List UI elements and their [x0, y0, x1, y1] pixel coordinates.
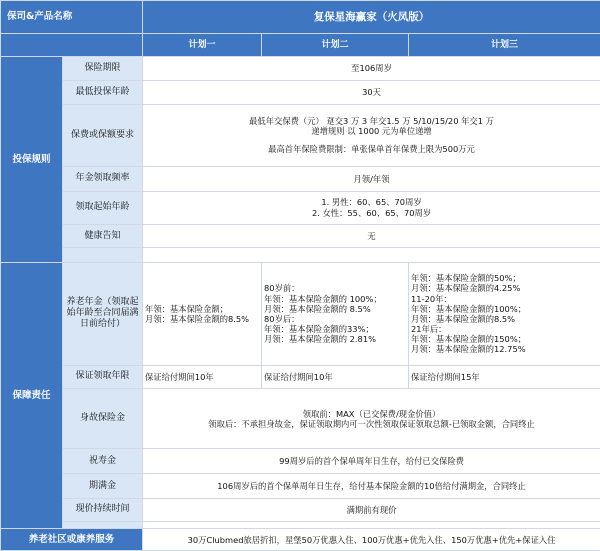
annuity-plan-1-line: 年领：基本保险金额； — [145, 303, 228, 314]
death-benefit-value — [143, 389, 600, 449]
coverage-spacer-label — [63, 521, 143, 528]
section-insurance-rules: 投保规则 — [1, 56, 63, 262]
plan-3-header: 计划三 — [409, 34, 600, 57]
annuity-plan-2-line: 年领：基本保险金额的33%； — [264, 323, 374, 334]
annuity-plan-3-line: 月领：基本保险金额的4.25% — [411, 283, 521, 294]
min-age-label: 最低投保年龄 — [63, 80, 143, 104]
guarantee-plan-3: 保证给付期间15年 — [409, 365, 600, 389]
annuity-plan-3-line: 年领：基本保险金额的50%； — [411, 273, 521, 284]
premium-line-3: 最高首年保险费限制：单张保单首年保费上限为500万元 — [268, 144, 475, 155]
annuity-plan-3-line: 年领：基本保险金额的100%； — [411, 303, 527, 314]
min-age-value: 30天 — [143, 80, 600, 104]
annuity-plan-2-line: 月领：基本保险金额的 2.81% — [264, 333, 376, 344]
death-benefit-after: 领取后：不承担身故金，保证领取期内可一次性领取保证领取总额-已领取金额，合同终止 — [208, 418, 535, 429]
annuity-plan-2-line: 80岁后： — [264, 313, 300, 324]
plan-1-header: 计划一 — [143, 34, 262, 57]
frequency-value: 月领/年领 — [143, 166, 600, 191]
health-value: 无 — [143, 224, 600, 248]
birthday-benefit-label: 祝寿金 — [63, 449, 143, 474]
frequency-label: 年金领取频率 — [63, 166, 143, 191]
maturity-benefit-label: 期满金 — [63, 474, 143, 499]
annuity-plan-3-line: 月领：基本保险金额的12.75% — [411, 344, 526, 355]
annuity-plan-3 — [409, 262, 600, 365]
product-name: 复保星海赢家（火凤版） — [143, 1, 600, 34]
annuity-plan-1 — [143, 262, 262, 365]
cash-value-label: 现价持续时间 — [63, 499, 143, 522]
plan-header-blank — [1, 34, 143, 57]
annuity-plan-2-line: 年领：基本保险金额的 100%； — [264, 293, 382, 304]
birthday-benefit-value: 99周岁后的首个保单周年日生存，给付已交保险费 — [143, 449, 600, 474]
section-service: 养老社区或康养服务 — [1, 529, 143, 551]
annuity-plan-2-line: 80岁前： — [264, 283, 300, 294]
annuity-plan-1-line: 月领：基本保险金额的8.5% — [145, 313, 250, 324]
annuity-plan-2 — [262, 262, 409, 365]
annuity-plan-3-line: 月领：基本保险金额的8.5% — [411, 313, 516, 324]
annuity-plan-2-line: 月领：基本保险金额的 8.5% — [264, 303, 371, 314]
cash-value-value: 满期前有现价 — [143, 499, 600, 522]
guarantee-plan-1: 保证给付期间10年 — [143, 365, 262, 389]
annuity-label: 养老年金（领取起始年龄至合同届满日前给付） — [63, 262, 143, 365]
start-age-value — [143, 191, 600, 224]
annuity-plan-3-line: 年领：基本保险金额的150%； — [411, 333, 527, 344]
premium-line-1: 最低年交保费（元） 趸交3 万 3 年交1.5 万 5/10/15/20 年交1 万 — [249, 115, 494, 126]
section-coverage: 保障责任 — [1, 262, 63, 528]
start-age-female: 2. 女性：55、60、65、70周岁 — [311, 207, 432, 218]
start-age-label: 领取起始年龄 — [63, 191, 143, 224]
annuity-plan-3-line: 11-20年： — [411, 293, 452, 304]
guarantee-plan-2: 保证给付期间10年 — [262, 365, 409, 389]
plan-2-header: 计划二 — [262, 34, 409, 57]
start-age-male: 1. 男性：60、65、70周岁 — [321, 197, 422, 208]
corner-header: 保司&产品名称 — [1, 1, 143, 34]
rules-spacer — [143, 248, 600, 263]
health-label: 健康告知 — [63, 224, 143, 248]
rules-spacer-label — [63, 248, 143, 263]
death-benefit-label: 身故保险金 — [63, 389, 143, 449]
guarantee-label: 保证领取年限 — [63, 365, 143, 389]
service-value: 30万Clubmed旅居折扣，星堡50万优惠入住、100万优惠+优先入住、150万优惠+优先+保证入住 — [143, 529, 600, 551]
premium-value — [143, 104, 600, 166]
period-value: 至106周岁 — [143, 56, 600, 80]
period-label: 保险期限 — [63, 56, 143, 80]
premium-line-2: 递增规则 以 1000 元为单位递增 — [311, 126, 432, 137]
coverage-spacer — [143, 521, 600, 528]
maturity-benefit-value: 106周岁后的首个保单周年日生存，给付基本保险金额的10倍给付满期金，合同终止 — [143, 474, 600, 499]
annuity-plan-3-line: 21年后： — [411, 323, 447, 334]
premium-label: 保费或保额要求 — [63, 104, 143, 166]
death-benefit-before: 领取前：MAX（已交保费/现金价值） — [302, 408, 441, 419]
